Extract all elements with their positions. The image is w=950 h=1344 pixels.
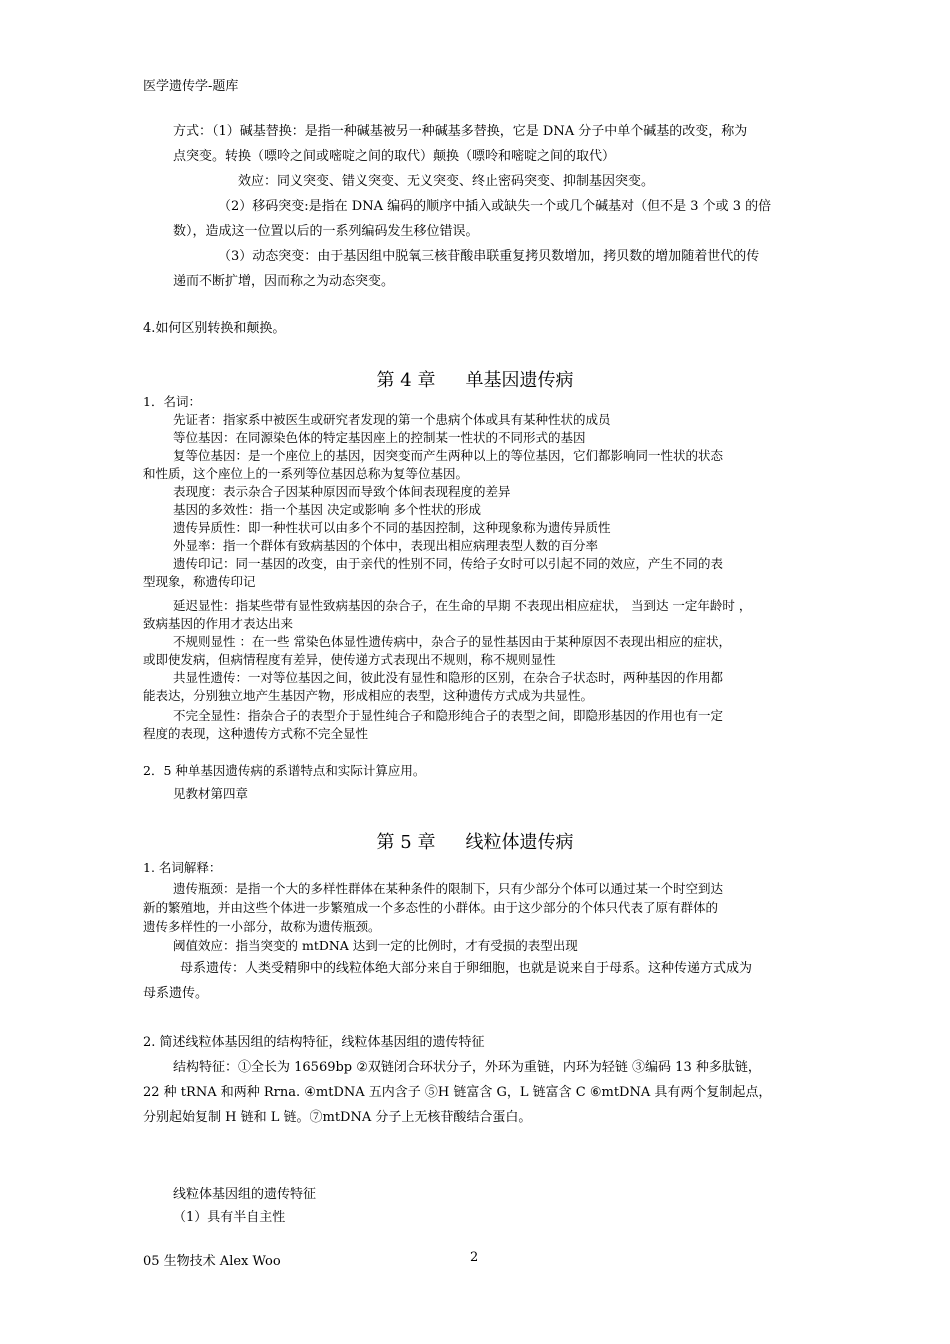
term-line: 母系遗传。 [143,986,209,1001]
term-line: 外显率：指一个群体有致病基因的个体中，表现出相应病理表型人数的百分率 [173,538,599,553]
paragraph-line: （3）动态突变：由于基因组中脱氧三核苷酸串联重复拷贝数增加，拷贝数的增加随着世代的传 [218,249,760,264]
chapter-5-heading [0,828,950,854]
term-line: 不完全显性：指杂合子的表型介于显性纯合子和隐形纯合子的表型之间，即隐形基因的作用也有一定 [173,708,724,723]
term-line: 能表达，分别独立地产生基因产物，形成相应的表型，这种遗传方式成为共显性。 [143,688,594,703]
paragraph-line: 方式：（1）碱基替换：是指一种碱基被另一种碱基多替换，它是 DNA 分子中单个碱基的改变，称为 [173,124,748,139]
term-line: 遗传多样性的一小部分，故称为遗传瓶颈。 [143,919,381,934]
term-line: 不规则显性 ：在一些 常染色体显性遗传病中，杂合子的显性基因由于某种原因不表现出相应的症状， [173,634,731,649]
chapter-number: 第 5 章 [376,832,436,853]
question-1: 1. 名词解释： [143,860,222,875]
term-line: 程度的表现，这种遗传方式称不完全显性 [143,726,369,741]
term-line: 表现度：表示杂合子因某种原因而导致个体间表现程度的差异 [173,484,511,499]
structure-line: 结构特征：①全长为 16569bp ②双链闭合环状分子，外环为重链，内环为轻链 ③编码 13 种多肽链， [173,1060,761,1075]
term-line: 先证者：指家系中被医生或研究者发现的第一个患病个体或具有某种性状的成员 [173,412,611,427]
term-line: 遗传印记：同一基因的改变，由于亲代的性别不同，传给子女时可以引起不同的效应，产生不同的表 [173,556,724,571]
question-4: 4.如何区别转换和颠换。 [143,321,286,336]
page-header: 医学遗传学-题库 [143,79,239,94]
question-2: 2．5 种单基因遗传病的系谱特点和实际计算应用。 [143,763,426,778]
chapter-number: 第 4 章 [376,370,436,391]
chapter-title: 线粒体遗传病 [465,832,574,853]
term-line: 等位基因：在同源染色体的特定基因座上的控制某一性状的不同形式的基因 [173,430,586,445]
structure-line: 分别起始复制 H 链和 L 链。⑦mtDNA 分子上无核苷酸结合蛋白。 [143,1110,532,1125]
answer-line: 见教材第四章 [173,786,249,801]
term-line: 遗传异质性：即一种性状可以由多个不同的基因控制，这种现象称为遗传异质性 [173,520,611,535]
term-line: 阈值效应：指当突变的 mtDNA 达到一定的比例时，才有受损的表型出现 [173,938,578,953]
term-line: 母系遗传：人类受精卵中的线粒体绝大部分来自于卵细胞，也就是说来自于母系。这种传递方式成为 [180,961,753,976]
paragraph-line: 点突变。转换（嘌呤之间或嘧啶之间的取代）颠换（嘌呤和嘧啶之间的取代） [173,149,616,164]
question-1: 1．名词： [143,394,201,409]
term-line: 共显性遗传：一对等位基因之间，彼此没有显性和隐形的区别，在杂合子状态时，两种基因的作用都 [173,670,724,685]
chapter-title: 单基因遗传病 [465,370,574,391]
term-line: 遗传瓶颈：是指一个大的多样性群体在某种条件的限制下，只有少部分个体可以通过某一个时空到达 [173,881,724,896]
genetic-features-title: 线粒体基因组的遗传特征 [173,1187,317,1202]
paragraph-line: 数），造成这一位置以后的一系列编码发生移位错误。 [173,224,479,239]
paragraph-line: （2）移码突变:是指在 DNA 编码的顺序中插入或缺失一个或几个碱基对（但不是 3 个或 3 的倍 [218,199,772,214]
term-line: 新的繁殖地，并由这些个体进一步繁殖成一个多态性的小群体。由于这少部分的个体只代表了原有群体的 [143,900,719,915]
term-line: 复等位基因：是一个座位上的基因，因突变而产生两种以上的等位基因，它们都影响同一性状的状态 [173,448,724,463]
term-line: 致病基因的作用才表达出来 [143,616,294,631]
paragraph-line: 递而不断扩增，因而称之为动态突变。 [173,274,395,289]
term-line: 型现象，称遗传印记 [143,574,256,589]
question-2: 2. 简述线粒体基因组的结构特征，线粒体基因组的遗传特征 [143,1035,485,1050]
term-line: 延迟显性：指某些带有显性致病基因的杂合子，在生命的早期 不表现出相应症状， 当到达 一定年龄时 ， [173,598,752,613]
genetic-feature-1: （1）具有半自主性 [173,1210,286,1225]
chapter-4-heading [0,366,950,392]
term-line: 和性质，这个座位上的一系列等位基因总称为复等位基因。 [143,466,469,481]
term-line: 或即使发病，但病情程度有差异，使传递方式表现出不规则，称不规则显性 [143,652,556,667]
footer-author: 05 生物技术 Alex Woo [143,1254,281,1269]
structure-line: 22 种 tRNA 和两种 Rrna. ④mtDNA 五内含子 ⑤H 链富含 G，L 链富含 C ⑥mtDNA 具有两个复制起点， [143,1085,772,1100]
paragraph-line: 效应：同义突变、错义突变、无义突变、终止密码突变、抑制基因突变。 [238,174,655,189]
page-number: 2 [470,1250,479,1265]
term-line: 基因的多效性：指一个基因 决定或影响 多个性状的形成 [173,502,481,517]
